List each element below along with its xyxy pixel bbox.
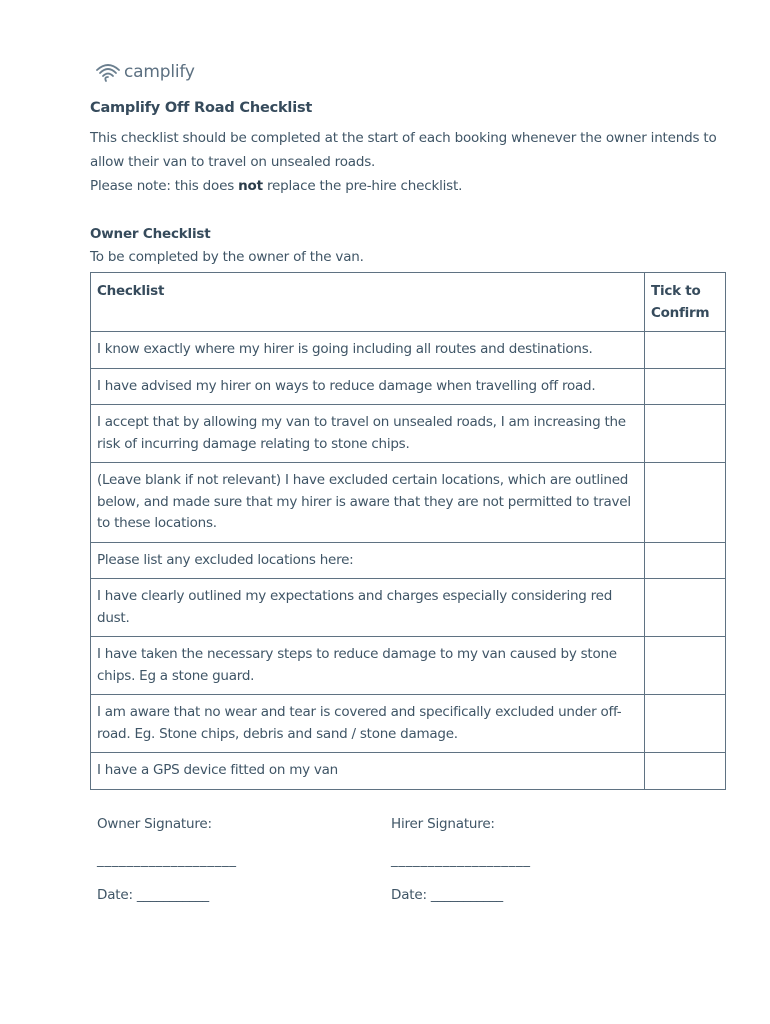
tick-confirm-cell[interactable] bbox=[645, 753, 726, 790]
hirer-signature-label: Hirer Signature: bbox=[391, 816, 495, 832]
table-row bbox=[91, 463, 726, 543]
table-row bbox=[91, 753, 726, 790]
confirm-column-header: Tick to Confirm bbox=[645, 273, 726, 332]
tick-confirm-cell[interactable] bbox=[645, 579, 726, 637]
camplify-wifi-logo-icon bbox=[95, 61, 121, 83]
tick-confirm-cell[interactable] bbox=[645, 542, 726, 579]
note-prefix: Please note: this does bbox=[90, 178, 239, 194]
table-row bbox=[91, 637, 726, 695]
table-row bbox=[91, 695, 726, 753]
checklist-item: I have a GPS device fitted on my van bbox=[91, 753, 645, 790]
checklist-item: I accept that by allowing my van to travel on unsealed roads, I am increasing the risk of incurring damage relating to stone chips. bbox=[91, 405, 645, 463]
tick-confirm-cell[interactable] bbox=[645, 463, 726, 543]
owner-checklist-subtitle: To be completed by the owner of the van. bbox=[90, 249, 364, 265]
intro-paragraph: This checklist should be completed at the start of each booking whenever the owner intends to allow their van to travel on unsealed roads. bbox=[90, 130, 717, 170]
note-suffix: replace the pre-hire checklist. bbox=[262, 178, 463, 194]
table-row bbox=[91, 332, 726, 369]
owner-checklist-table bbox=[90, 272, 726, 790]
tick-confirm-cell[interactable] bbox=[645, 405, 726, 463]
checklist-item: I have taken the necessary steps to reduce damage to my van caused by stone chips. Eg a stone guard. bbox=[91, 637, 645, 695]
checklist-item: I have advised my hirer on ways to reduce damage when travelling off road. bbox=[91, 368, 645, 405]
owner-checklist-heading: Owner Checklist bbox=[90, 226, 211, 242]
tick-confirm-cell[interactable] bbox=[645, 695, 726, 753]
owner-signature-line[interactable]: ___________________ bbox=[97, 852, 237, 868]
owner-date-field[interactable]: Date: ___________ bbox=[97, 887, 209, 903]
table-row bbox=[91, 579, 726, 637]
brand-name: camplify bbox=[124, 62, 195, 82]
checklist-column-header: Checklist bbox=[91, 273, 645, 332]
page-title: Camplify Off Road Checklist bbox=[90, 100, 313, 116]
tick-confirm-cell[interactable] bbox=[645, 332, 726, 369]
tick-confirm-cell[interactable] bbox=[645, 637, 726, 695]
intro-note bbox=[90, 174, 730, 198]
camplify-logo bbox=[95, 60, 195, 84]
table-row bbox=[91, 542, 726, 579]
checklist-item: I know exactly where my hirer is going including all routes and destinations. bbox=[91, 332, 645, 369]
table-row bbox=[91, 368, 726, 405]
tick-confirm-cell[interactable] bbox=[645, 368, 726, 405]
excluded-locations-field[interactable]: Please list any excluded locations here: bbox=[91, 542, 645, 579]
note-emphasis: not bbox=[238, 178, 263, 194]
table-row bbox=[91, 405, 726, 463]
owner-signature-label: Owner Signature: bbox=[97, 816, 212, 832]
checklist-item: I have clearly outlined my expectations and charges especially considering red dust. bbox=[91, 579, 645, 637]
intro-text bbox=[90, 126, 730, 198]
table-header-row bbox=[91, 273, 726, 332]
checklist-item: I am aware that no wear and tear is covered and specifically excluded under off-road. Eg. Stone chips, debris and sand / stone damage. bbox=[91, 695, 645, 753]
hirer-date-field[interactable]: Date: ___________ bbox=[391, 887, 503, 903]
hirer-signature-line[interactable]: ___________________ bbox=[391, 852, 531, 868]
checklist-item: (Leave blank if not relevant) I have excluded certain locations, which are outlined below, and made sure that my hirer is aware that they are not permitted to travel to these locations. bbox=[91, 463, 645, 543]
